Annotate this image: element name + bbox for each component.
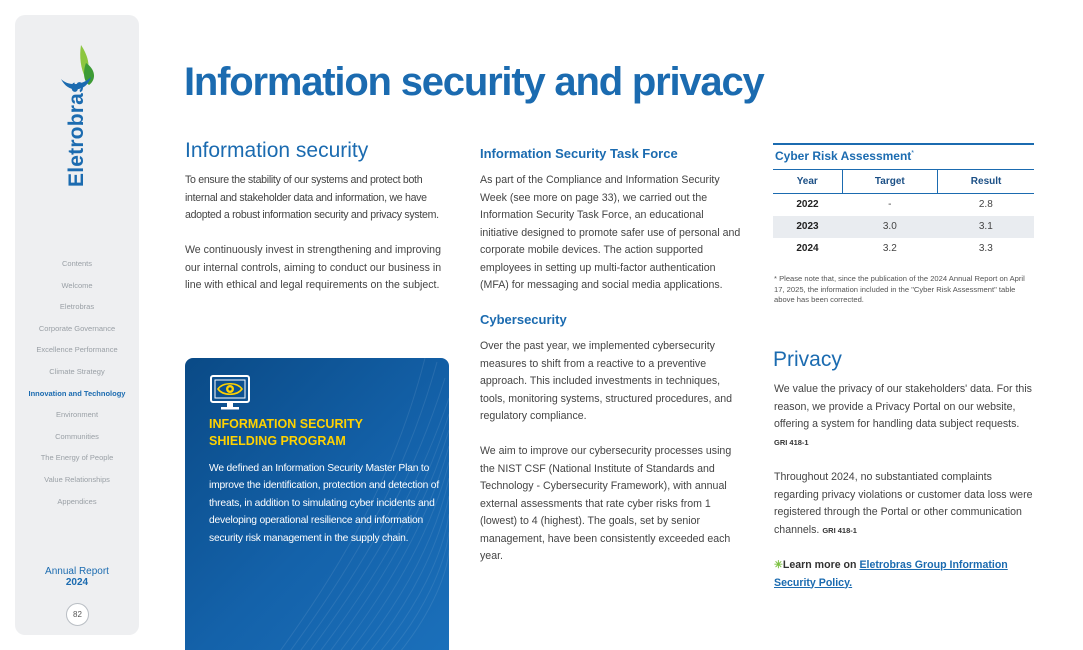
cybersecurity-para-1: Over the past year, we implemented cybersecurity measures to shift from a reactive to a preventive approach. This included investments in techniques, tools, monitoring systems, structured procedures, and regulatory compliance. bbox=[480, 340, 733, 422]
table-title-text: Cyber Risk Assessment bbox=[775, 149, 912, 163]
information-security-heading: Information security bbox=[185, 139, 369, 162]
sidebar-nav bbox=[15, 253, 139, 512]
report-title: Annual Report bbox=[45, 566, 109, 577]
cyber-risk-table-title bbox=[775, 149, 914, 163]
row-result: 3.1 bbox=[938, 216, 1034, 238]
nav-item-corporate-governance[interactable]: Corporate Governance bbox=[38, 323, 116, 333]
nav-item-communities[interactable]: Communities bbox=[55, 431, 99, 441]
privacy-para-2-text: Throughout 2024, no substantiated complaints regarding privacy violations or customer data loss were registered through the Portal or other communication channels. bbox=[774, 471, 1033, 536]
table-row bbox=[773, 216, 1034, 238]
table-footnote: * Please note that, since the publication of the 2024 Annual Report on April 17, 2025, the information included in the "Cyber Risk Assessment" table above has been corrected. bbox=[774, 274, 1025, 304]
cybersecurity-heading: Cybersecurity bbox=[480, 312, 567, 327]
row-target: - bbox=[888, 199, 892, 211]
card-title-line-2: SHIELDING PROGRAM bbox=[209, 434, 346, 448]
nav-item-innovation-technology[interactable]: Innovation and Technology bbox=[28, 388, 126, 398]
nav-item-energy-of-people[interactable]: The Energy of People bbox=[40, 453, 114, 463]
nav-item-environment[interactable]: Environment bbox=[55, 410, 99, 420]
nav-item-appendices[interactable]: Appendices bbox=[57, 496, 97, 506]
table-row bbox=[773, 194, 1034, 216]
row-target: 3.2 bbox=[882, 243, 897, 254]
header-year: Year bbox=[773, 170, 842, 194]
row-result: 2.8 bbox=[978, 199, 993, 211]
row-year: 2024 bbox=[796, 243, 819, 254]
cybersecurity-para-2: We aim to improve our cybersecurity processes using the NIST CSF (National Institute of Standards and Technology - Cybersecurity Framework), with annual external assessments that rate cyber risks from 1 (lowest) to 4 (highest). The goals, set by senior management, have been consistently exceeded each year. bbox=[480, 445, 732, 562]
table-header-row bbox=[773, 170, 1034, 194]
report-year: 2024 bbox=[65, 577, 89, 588]
gri-badge-2: GRI 418-1 bbox=[822, 525, 857, 535]
nav-item-welcome[interactable]: Welcome bbox=[61, 280, 93, 290]
privacy-heading: Privacy bbox=[773, 348, 842, 371]
row-target: 3.0 bbox=[842, 216, 938, 238]
row-result: 3.3 bbox=[978, 243, 993, 254]
learn-more-prefix: Learn more on bbox=[782, 559, 857, 571]
table-row bbox=[773, 238, 1034, 260]
shielding-program-title bbox=[209, 416, 363, 450]
task-force-para: As part of the Compliance and Information Security Week (see more on page 33), we carried out the Information Security Task Force, an educational initiative designed to promote safer use of personal and corporate mobile devices. The action supported employees in setting up multi-factor authentication (MFA) for messaging and social media applications. bbox=[480, 174, 741, 291]
cyber-risk-table-grid bbox=[773, 169, 1034, 260]
nav-item-eletrobras[interactable]: Eletrobras bbox=[59, 302, 95, 312]
privacy-para-1 bbox=[774, 381, 1032, 451]
learn-more bbox=[774, 557, 1036, 592]
shielding-program-text: We defined an Information Security Master Plan to improve the identification, protection and detection of threats, in addition to simulating cyber incidents and developing operational resilience and information security risk management in the supply chain. bbox=[209, 463, 439, 544]
security-policy-link[interactable]: Eletrobras Group Information Security Policy. bbox=[774, 559, 1008, 589]
task-force-heading: Information Security Task Force bbox=[480, 146, 678, 161]
nav-item-climate-strategy[interactable]: Climate Strategy bbox=[49, 366, 105, 376]
nav-item-excellence-performance[interactable]: Excellence Performance bbox=[36, 345, 118, 355]
nav-item-contents[interactable]: Contents bbox=[61, 259, 93, 268]
information-security-para-2: We continuously invest in strengthening and improving our internal controls, aiming to conduct our business in line with ethical and legal requirements on the subject. bbox=[185, 244, 442, 291]
card-title-line-1: INFORMATION SECURITY bbox=[209, 417, 363, 431]
gri-badge-1: GRI 418-1 bbox=[774, 437, 809, 447]
sidebar bbox=[15, 15, 139, 635]
monitor-eye-icon bbox=[209, 374, 251, 412]
annual-report-label bbox=[15, 566, 139, 588]
sparkle-icon: ✳ bbox=[774, 559, 783, 571]
shielding-program-card bbox=[185, 358, 449, 650]
nav-item-value-relationships[interactable]: Value Relationships bbox=[44, 474, 110, 484]
information-security-para-1: To ensure the stability of our systems and protect both internal and stakeholder data and information, we have adopted a robust information security and privacy system. bbox=[185, 174, 439, 221]
privacy-para-1-text: We value the privacy of our stakeholders' data. For this reason, we provide a Privacy Portal on our website, offering a system for handling data subject requests. bbox=[774, 383, 1032, 430]
row-year: 2022 bbox=[796, 199, 819, 211]
table-title-mark: * bbox=[911, 150, 915, 157]
brand-wordmark: Eletrobras bbox=[65, 81, 88, 187]
header-result: Result bbox=[938, 170, 1034, 194]
row-year: 2023 bbox=[773, 216, 842, 238]
page-number: 82 bbox=[66, 603, 89, 626]
privacy-para-2 bbox=[774, 469, 1036, 539]
page-title: Information security and privacy bbox=[184, 60, 764, 104]
header-target: Target bbox=[842, 170, 938, 194]
